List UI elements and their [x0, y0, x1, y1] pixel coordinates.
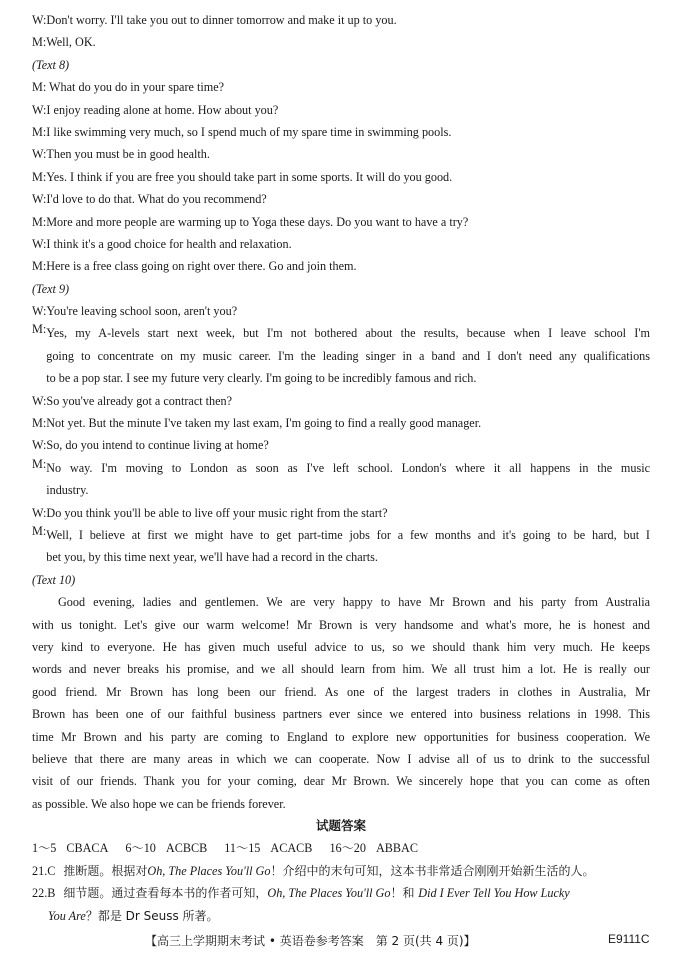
explanation-text: ！和 — [390, 886, 419, 901]
explanation-text: ！介绍中的末句可知，这本书非常适合刚刚开始新生活的人。 — [270, 863, 595, 878]
answer-group — [224, 841, 312, 855]
question-type: 细节题。 — [63, 886, 112, 901]
footer-title: 【高三上学期期末考试 • 英语卷参考答案 第 2 页(共 4 页)】 — [145, 934, 476, 948]
paragraph-line: time Mr Brown and his party are coming to England to explore new opportunities for business cooperation. We — [32, 729, 650, 744]
paragraph-line: as possible. We also hope we can be friends forever. — [32, 796, 286, 811]
paragraph-line: visit of our friends. Thank you for your coming, dear Mr Brown. We sincerely hope that you can come as often — [32, 774, 650, 789]
paragraph-line: with us tonight. Let's give our warm welcome! Mr Brown is very handsome and what's more, he is honest and — [32, 617, 650, 632]
question-number: 22.B — [32, 886, 56, 901]
answer-group — [329, 841, 418, 855]
answer-explanation-22-cont — [32, 905, 650, 927]
text10-label: (Text 10) — [32, 572, 76, 587]
answer-key-row — [32, 837, 650, 859]
paragraph-line: believe that there are many areas in which we can cooperate. Now I advise all of us to drink to the successful — [32, 751, 650, 766]
book-title: You Are — [48, 908, 86, 923]
transcript-line: M:Here is a free class going on right over there. Go and join them. — [32, 259, 357, 274]
transcript-line: to be a pop star. I see my future very clearly. I'm going to be incredibly famous and rich. — [46, 371, 477, 386]
transcript-line: No way. I'm moving to London as soon as I've left school. London's where it all happens in the music — [46, 460, 650, 475]
answer-keys: ACBCB — [165, 841, 208, 856]
transcript-line: M:More and more people are warming up to Yoga these days. Do you want to have a try? — [32, 214, 469, 229]
transcript-line: W:So, do you intend to continue living at home? — [32, 438, 269, 453]
transcript-line: Yes, my A-levels start next week, but I'm not bothered about the results, because when I leave school I'm — [46, 326, 650, 341]
transcript-line: W:I think it's a good choice for health and relaxation. — [32, 236, 292, 251]
text9-label: (Text 9) — [32, 281, 70, 296]
answer-keys: ACACB — [270, 841, 313, 856]
question-type: 推断题。 — [63, 863, 112, 878]
transcript-line: going to concentrate on my music career. I'm the leading singer in a band and I don't need any qualifications — [46, 348, 650, 363]
transcript-line: M: What do you do in your spare time? — [32, 80, 225, 95]
exam-code: E9111C — [608, 932, 650, 946]
transcript-line: W:Then you must be in good health. — [32, 147, 210, 162]
transcript-line: W:I'd love to do that. What do you recommend? — [32, 192, 267, 207]
transcript-line: W:Do you think you'll be able to live off your music right from the start? — [32, 505, 388, 520]
answer-range: 16～20 — [329, 841, 366, 856]
paragraph-line: words and never breaks his promise, and we all should learn from him. We all trust him a lot. He is really our — [32, 662, 650, 677]
transcript-turn — [32, 524, 650, 569]
paragraph-line: Good evening, ladies and gentlemen. We are very happy to have Mr Brown and his party from Australia — [58, 595, 650, 610]
transcript-turn — [32, 457, 650, 502]
transcript-line: bet you, by this time next year, we'll have had a record in the charts. — [46, 550, 378, 565]
transcript-line: M:I like swimming very much, so I spend much of my spare time in swimming pools. — [32, 124, 452, 139]
paragraph-line: Brown has been one of our faithful business partners ever since we entered into business relations in 1998. This — [32, 707, 650, 722]
answer-range: 11～15 — [224, 841, 261, 856]
answer-group — [32, 841, 108, 855]
question-number: 21.C — [32, 863, 56, 878]
text8-label: (Text 8) — [32, 57, 70, 72]
explanation-text: 通过查看每本书的作者可知， — [111, 886, 268, 901]
answer-group — [125, 841, 207, 855]
transcript-line: W:So you've already got a contract then? — [32, 393, 233, 408]
paragraph-line: very kind to everyone. He has given much useful advice to us, so we should thank him very much. He keeps — [32, 639, 650, 654]
transcript-line: M:Well, OK. — [32, 35, 96, 50]
book-title: Did I Ever Tell You How Lucky — [418, 886, 570, 901]
explanation-text: 根据对 — [111, 863, 148, 878]
answer-keys: CBACA — [66, 841, 109, 856]
book-title: Oh, The Places You'll Go — [147, 863, 271, 878]
transcript-line: W:Don't worry. I'll take you out to dinner tomorrow and make it up to you. — [32, 13, 397, 27]
speaker-label: M: — [32, 456, 47, 471]
transcript-line: M:Yes. I think if you are free you should take part in some sports. It will do you good. — [32, 169, 453, 184]
answers-heading: 试题答案 — [315, 818, 366, 834]
transcript-line: industry. — [46, 483, 89, 498]
document-page — [32, 9, 650, 927]
answer-explanation-22 — [32, 882, 650, 904]
paragraph-line: good friend. Mr Brown has long been our friend. As one of the largest traders in clothes in Australia, Mr — [32, 684, 650, 699]
transcript-line: W:You're leaving school soon, aren't you? — [32, 304, 238, 319]
answer-range: 1～5 — [32, 841, 57, 856]
transcript-line: M:Not yet. But the minute I've taken my last exam, I'm going to find a really good manager. — [32, 416, 482, 431]
text10-paragraph — [32, 591, 650, 815]
answer-range: 6～10 — [125, 841, 156, 856]
answer-explanation-21 — [32, 860, 650, 882]
answer-keys: ABBAC — [376, 841, 418, 856]
page-footer — [0, 932, 677, 952]
transcript-line: W:I enjoy reading alone at home. How about you? — [32, 102, 279, 117]
speaker-label: M: — [32, 523, 47, 538]
speaker-label: M: — [32, 322, 47, 337]
explanation-text: ？都是 Dr Seuss 所著。 — [85, 908, 219, 923]
book-title: Oh, The Places You'll Go — [267, 886, 391, 901]
transcript-turn — [32, 322, 650, 389]
transcript-line: Well, I believe at first we might have to get part-time jobs for a few months and it's going to be hard, but I — [46, 527, 650, 542]
